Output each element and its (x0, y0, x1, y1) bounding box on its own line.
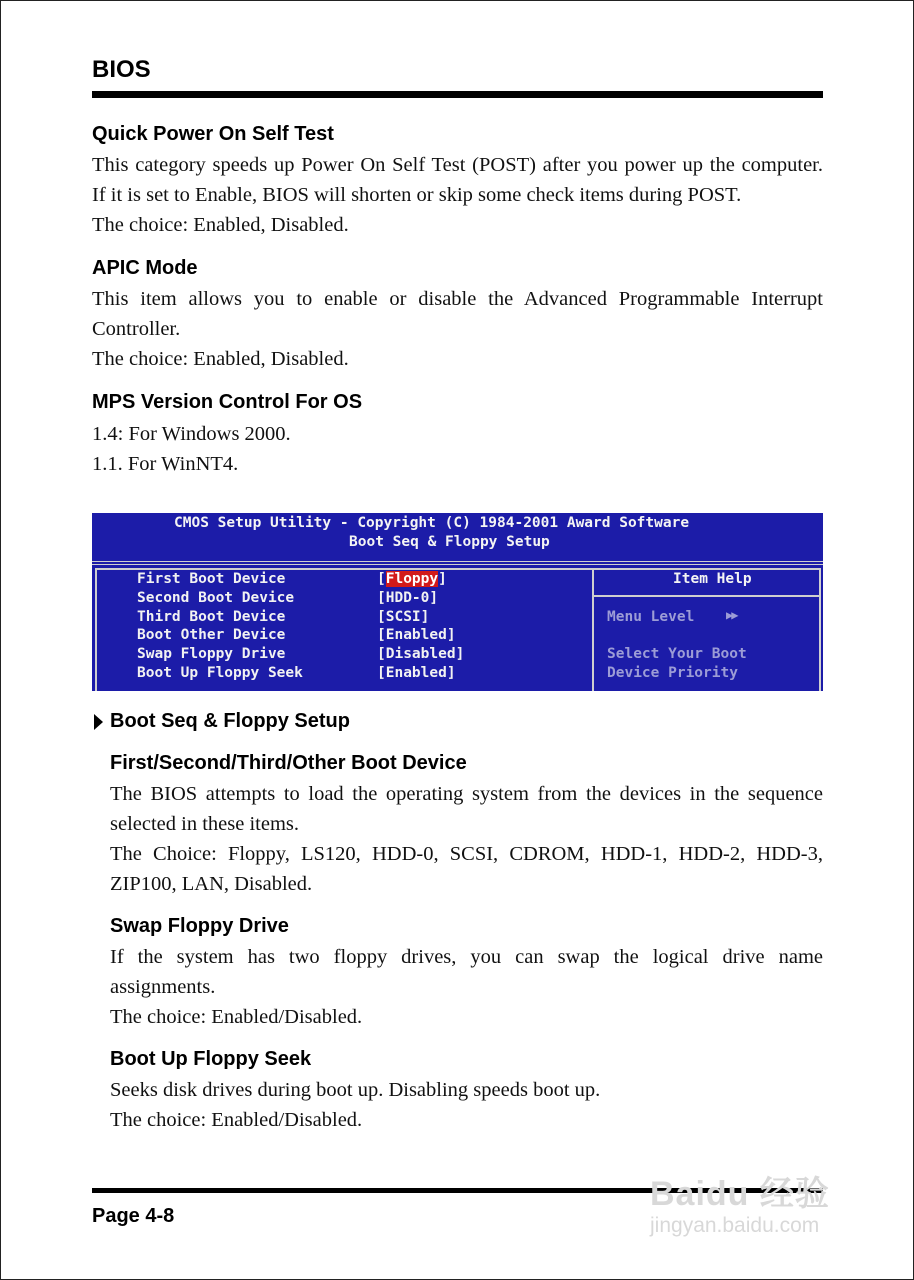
bios-item-third-boot-device[interactable]: Third Boot Device (137, 609, 286, 625)
paragraph-line: If it is set to Enable, BIOS will shorten or skip some check items during POST. (92, 184, 742, 206)
page-header-title: BIOS (92, 56, 151, 83)
heading-mps-version: MPS Version Control For OS (92, 391, 363, 413)
bios-item-help-title: Item Help (673, 571, 752, 587)
bios-item-swap-floppy-drive[interactable]: Swap Floppy Drive (137, 646, 286, 662)
bios-item-boot-other-device[interactable]: Boot Other Device (137, 627, 286, 643)
bios-value-third-boot-device[interactable]: [SCSI] (377, 609, 430, 625)
bios-subtitle: Boot Seq & Floppy Setup (349, 534, 550, 550)
bios-value-text: SCSI (385, 609, 421, 625)
baidu-watermark (650, 1166, 830, 1237)
paragraph-line: 1.1. For WinNT4. (92, 453, 239, 475)
bios-value-text: Disabled (385, 646, 456, 662)
bios-title: CMOS Setup Utility - Copyright (C) 1984-2001 Award Software (174, 515, 690, 531)
paragraph-line: Controller. (92, 318, 181, 340)
bios-value-first-boot-device[interactable]: [Floppy] (377, 571, 447, 587)
paragraph-line: If the system has two floppy drives, you can swap the logical drive name (110, 946, 823, 968)
subsection-title: Boot Seq & Floppy Setup (110, 710, 350, 732)
page-number: Page 4-8 (92, 1205, 175, 1227)
bios-setup-screen (92, 513, 823, 691)
watermark-url: jingyan.baidu.com (650, 1214, 820, 1237)
heading-apic-mode: APIC Mode (92, 257, 198, 279)
heading-boot-device: First/Second/Third/Other Boot Device (110, 752, 467, 774)
bios-menu-level: Menu Level (607, 609, 695, 625)
bios-panel-divider (592, 568, 594, 691)
bios-value-highlight[interactable]: Floppy (385, 571, 439, 587)
bios-item-boot-up-floppy-seek[interactable]: Boot Up Floppy Seek (137, 665, 303, 681)
bios-value-text: HDD-0 (385, 590, 430, 606)
heading-quick-post: Quick Power On Self Test (92, 123, 334, 145)
bios-value-second-boot-device[interactable]: [HDD-0] (377, 590, 439, 606)
bios-value-boot-other-device[interactable]: [Enabled] (377, 627, 456, 643)
paragraph-line: The choice: Enabled/Disabled. (110, 1109, 363, 1131)
paragraph-line: The choice: Enabled, Disabled. (92, 214, 349, 236)
paragraph-line: The choice: Enabled, Disabled. (92, 348, 349, 370)
paragraph-line: 1.4: For Windows 2000. (92, 423, 291, 445)
header-rule (92, 91, 823, 98)
paragraph-line: The Choice: Floppy, LS120, HDD-0, SCSI, CDROM, HDD-1, HDD-2, HDD-3, (110, 843, 823, 865)
paragraph-line: This item allows you to enable or disable the Advanced Programmable Interrupt (92, 288, 823, 310)
bios-item-first-boot-device[interactable]: First Boot Device (137, 571, 286, 587)
paragraph-line: ZIP100, LAN, Disabled. (110, 873, 313, 895)
bios-value-text: Enabled (385, 627, 447, 643)
paragraph-line: Seeks disk drives during boot up. Disabling speeds boot up. (110, 1079, 601, 1101)
bios-help-divider (594, 595, 820, 597)
menu-level-arrows-icon: ▶▶ (726, 608, 737, 622)
heading-swap-floppy: Swap Floppy Drive (110, 915, 289, 937)
bios-help-text: Device Priority (607, 665, 738, 681)
bios-separator (92, 561, 823, 565)
paragraph-line: The BIOS attempts to load the operating system from the devices in the sequence (110, 783, 823, 805)
triangle-bullet-icon (94, 714, 103, 730)
bios-help-text: Select Your Boot (607, 646, 747, 662)
paragraph-line: This category speeds up Power On Self Test (POST) after you power up the computer. (92, 154, 823, 176)
bios-value-boot-up-floppy-seek[interactable]: [Enabled] (377, 665, 456, 681)
watermark-logo-text: Baidu 经验 (650, 1175, 830, 1213)
paragraph-line: The choice: Enabled/Disabled. (110, 1006, 363, 1028)
paragraph-line: assignments. (110, 976, 216, 998)
paragraph-line: selected in these items. (110, 813, 299, 835)
bios-value-text: Enabled (385, 665, 447, 681)
bios-value-swap-floppy-drive[interactable]: [Disabled] (377, 646, 465, 662)
bios-item-second-boot-device[interactable]: Second Boot Device (137, 590, 295, 606)
heading-floppy-seek: Boot Up Floppy Seek (110, 1048, 312, 1070)
